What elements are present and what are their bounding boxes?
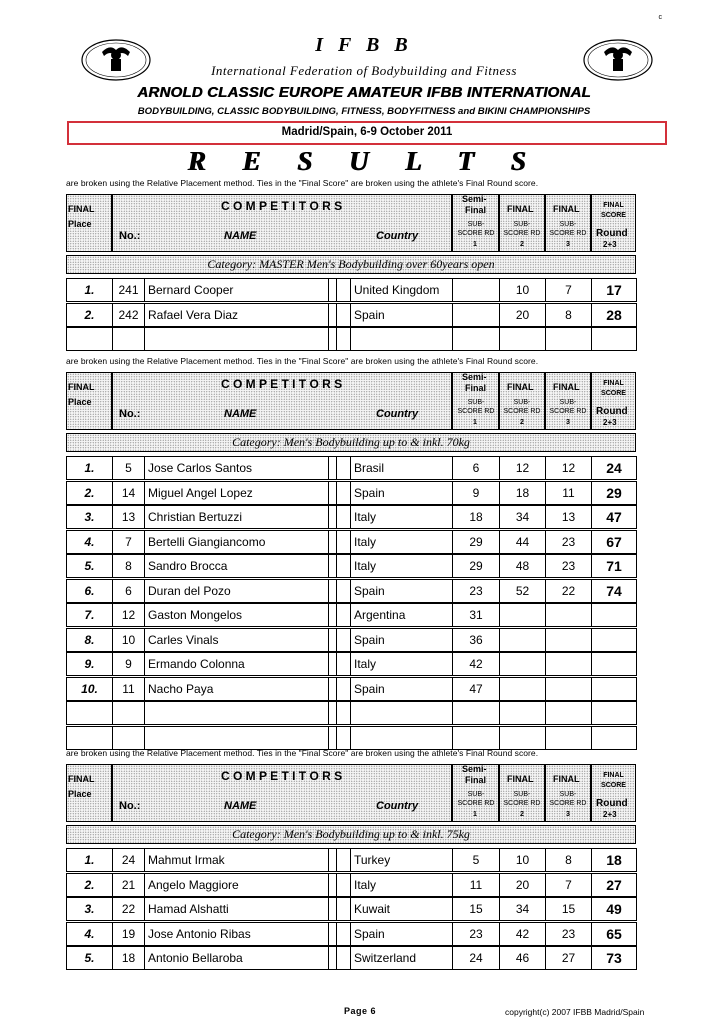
header-competitors-label: C O M P E T I T O R S [221, 199, 343, 213]
final-cell: 47 [591, 505, 637, 529]
header-round-label: Round [596, 798, 628, 809]
spacer-cell [336, 848, 351, 872]
no-cell: 242 [112, 303, 145, 327]
no-cell: 19 [112, 922, 145, 946]
spacer-cell [336, 652, 351, 676]
place-cell: 3. [66, 505, 113, 529]
table-row [66, 554, 636, 578]
place-cell: 4. [66, 530, 113, 554]
header-round-label: Round [596, 406, 628, 417]
spacer-cell [336, 922, 351, 946]
semi-cell [452, 726, 500, 750]
table-row [66, 579, 636, 603]
country-cell: Brasil [350, 456, 453, 480]
header-place-label: Place [68, 219, 92, 229]
country-cell: Italy [350, 530, 453, 554]
no-cell: 10 [112, 628, 145, 652]
r2-cell [499, 652, 546, 676]
spacer-cell [336, 726, 351, 750]
header-rd3-label: 3 [566, 241, 570, 248]
r2-cell [499, 677, 546, 701]
header-rd2-label: 2 [520, 811, 524, 818]
tie-break-note: are broken using the Relative Placement method. Ties in the "Final Score" are broken using the athlete's Final Round score. [66, 356, 539, 366]
header-final-label: FINAL [68, 774, 95, 784]
place-cell: 2. [66, 303, 113, 327]
header-rd3-label: 3 [566, 419, 570, 426]
results-heading: R E S U L T S [187, 146, 541, 176]
final-cell: 24 [591, 456, 637, 480]
place-cell: 10. [66, 677, 113, 701]
final-cell: 28 [591, 303, 637, 327]
country-cell: United Kingdom [350, 278, 453, 302]
header-no-label: No.: [119, 800, 141, 812]
semi-cell: 15 [452, 897, 500, 921]
no-cell: 24 [112, 848, 145, 872]
no-cell: 6 [112, 579, 145, 603]
table-row [66, 873, 636, 897]
table-row [66, 701, 636, 725]
final-cell: 71 [591, 554, 637, 578]
semi-cell [452, 303, 500, 327]
r3-cell [545, 603, 592, 627]
table-row [66, 726, 636, 750]
category-banner: Category: Men's Bodybuilding up to & inkl. 70kg [66, 433, 636, 452]
r2-cell: 42 [499, 922, 546, 946]
spacer-cell [336, 628, 351, 652]
no-cell [112, 701, 145, 725]
table-row [66, 628, 636, 652]
r2-cell: 10 [499, 848, 546, 872]
place-cell: 1. [66, 278, 113, 302]
name-cell: Jose Carlos Santos [144, 456, 329, 480]
spacer-cell [336, 579, 351, 603]
r2-cell: 18 [499, 481, 546, 505]
tie-break-note: are broken using the Relative Placement method. Ties in the "Final Score" are broken using the athlete's Final Round score. [66, 748, 539, 758]
r3-cell: 12 [545, 456, 592, 480]
place-cell [66, 327, 113, 351]
r3-cell: 8 [545, 848, 592, 872]
header-competitors-label: C O M P E T I T O R S [221, 769, 343, 783]
r2-cell: 34 [499, 505, 546, 529]
place-cell: 7. [66, 603, 113, 627]
header-final-r3-label: FINAL [553, 382, 580, 392]
header-final-r2-label: FINAL [507, 204, 534, 214]
no-cell: 8 [112, 554, 145, 578]
semi-cell: 11 [452, 873, 500, 897]
country-cell: Spain [350, 628, 453, 652]
header-semi-label: Semi- [462, 372, 487, 382]
header-competitors-label: C O M P E T I T O R S [221, 377, 343, 391]
table-row [66, 652, 636, 676]
name-cell: Carles Vinals [144, 628, 329, 652]
final-cell: 67 [591, 530, 637, 554]
header-final-label: FINAL [68, 382, 95, 392]
r3-cell: 23 [545, 554, 592, 578]
header-name-label: NAME [224, 230, 257, 242]
header-sub-score-semi: SUB- SCORE RD [457, 399, 495, 415]
r3-cell: 15 [545, 897, 592, 921]
final-cell: 73 [591, 946, 637, 970]
no-cell: 14 [112, 481, 145, 505]
name-cell: Hamad Alshatti [144, 897, 329, 921]
header-sub-score-r2: SUB- SCORE RD [503, 791, 541, 807]
country-cell: Spain [350, 579, 453, 603]
semi-cell: 6 [452, 456, 500, 480]
r3-cell: 13 [545, 505, 592, 529]
header-sub-score-r2: SUB- SCORE RD [503, 399, 541, 415]
no-cell: 21 [112, 873, 145, 897]
r2-cell: 34 [499, 897, 546, 921]
name-cell [144, 327, 329, 351]
header-round-sum-label: 2+3 [603, 418, 617, 427]
header-final-label: FINAL [68, 204, 95, 214]
r3-cell: 11 [545, 481, 592, 505]
header-sub-score-r3: SUB- SCORE RD [549, 221, 587, 237]
country-cell: Switzerland [350, 946, 453, 970]
r2-cell [499, 726, 546, 750]
r2-cell: 10 [499, 278, 546, 302]
header-semi-final-label: Final [465, 775, 487, 785]
spacer-cell [336, 278, 351, 302]
r2-cell [499, 327, 546, 351]
header-sub-score-r2: SUB- SCORE RD [503, 221, 541, 237]
no-cell [112, 327, 145, 351]
name-cell: Christian Bertuzzi [144, 505, 329, 529]
semi-cell: 18 [452, 505, 500, 529]
spacer-cell [336, 327, 351, 351]
spacer-cell [336, 701, 351, 725]
final-cell [591, 677, 637, 701]
spacer-cell [336, 946, 351, 970]
header-rd2-label: 2 [520, 241, 524, 248]
name-cell: Angelo Maggiore [144, 873, 329, 897]
r2-cell [499, 628, 546, 652]
table-header [66, 372, 636, 430]
name-cell: Antonio Bellaroba [144, 946, 329, 970]
spacer-cell [336, 456, 351, 480]
header-name-label: NAME [224, 408, 257, 420]
r3-cell [545, 628, 592, 652]
federation-title: I F B B [315, 34, 413, 56]
table-row [66, 456, 636, 480]
place-cell: 4. [66, 922, 113, 946]
semi-cell: 24 [452, 946, 500, 970]
place-cell: 5. [66, 946, 113, 970]
country-cell: Kuwait [350, 897, 453, 921]
final-cell: 27 [591, 873, 637, 897]
final-cell [591, 726, 637, 750]
header-round-sum-label: 2+3 [603, 810, 617, 819]
place-cell: 1. [66, 456, 113, 480]
table-row [66, 278, 636, 302]
country-cell: Spain [350, 922, 453, 946]
semi-cell: 23 [452, 579, 500, 603]
table-row [66, 922, 636, 946]
r2-cell: 20 [499, 303, 546, 327]
final-cell: 18 [591, 848, 637, 872]
final-cell: 65 [591, 922, 637, 946]
spacer-cell [336, 505, 351, 529]
table-row [66, 505, 636, 529]
header-sub-score-semi: SUB- SCORE RD [457, 791, 495, 807]
r3-cell [545, 652, 592, 676]
r3-cell: 7 [545, 278, 592, 302]
final-cell [591, 652, 637, 676]
country-cell: Spain [350, 481, 453, 505]
event-location: Madrid/Spain, 6-9 October 2011 [67, 121, 667, 145]
final-cell: 49 [591, 897, 637, 921]
spacer-cell [336, 897, 351, 921]
country-cell: Argentina [350, 603, 453, 627]
r2-cell: 20 [499, 873, 546, 897]
country-cell [350, 726, 453, 750]
header-sub-score-semi: SUB- SCORE RD [457, 221, 495, 237]
no-cell: 22 [112, 897, 145, 921]
header-final-r3-label: FINAL [553, 204, 580, 214]
header-rd1-label: 1 [473, 241, 477, 248]
spacer-cell [336, 603, 351, 627]
semi-cell: 23 [452, 922, 500, 946]
semi-cell: 42 [452, 652, 500, 676]
r2-cell [499, 701, 546, 725]
header-final-r2-label: FINAL [507, 774, 534, 784]
name-cell: Rafael Vera Diaz [144, 303, 329, 327]
country-cell: Italy [350, 652, 453, 676]
r3-cell: 23 [545, 922, 592, 946]
spacer-cell [336, 303, 351, 327]
final-cell: 17 [591, 278, 637, 302]
name-cell [144, 701, 329, 725]
no-cell: 13 [112, 505, 145, 529]
semi-cell [452, 327, 500, 351]
event-title: ARNOLD CLASSIC EUROPE AMATEUR IFBB INTERNATIONAL [137, 84, 591, 101]
category-banner: Category: MASTER Men's Bodybuilding over 60years open [66, 255, 636, 274]
no-cell: 5 [112, 456, 145, 480]
r2-cell [499, 603, 546, 627]
semi-cell: 47 [452, 677, 500, 701]
country-cell: Spain [350, 303, 453, 327]
semi-cell: 36 [452, 628, 500, 652]
r3-cell [545, 701, 592, 725]
place-cell [66, 726, 113, 750]
name-cell: Ermando Colonna [144, 652, 329, 676]
event-subtitle: BODYBUILDING, CLASSIC BODYBUILDING, FITNESS, BODYFITNESS and BIKINI CHAMPIONSHIPS [137, 106, 591, 117]
place-cell: 6. [66, 579, 113, 603]
header-round-label: Round [596, 228, 628, 239]
page-number: Page 6 [344, 1006, 377, 1016]
place-cell: 2. [66, 873, 113, 897]
name-cell: Mahmut Irmak [144, 848, 329, 872]
no-cell: 12 [112, 603, 145, 627]
spacer-cell [336, 873, 351, 897]
name-cell: Nacho Paya [144, 677, 329, 701]
federation-subtitle: International Federation of Bodybuilding and Fitness [211, 63, 517, 78]
country-cell: Italy [350, 505, 453, 529]
country-cell: Italy [350, 873, 453, 897]
header-place-label: Place [68, 397, 92, 407]
header-final-score-label: FINAL SCORE [601, 202, 626, 219]
spacer-cell [336, 530, 351, 554]
name-cell: Gaston Mongelos [144, 603, 329, 627]
name-cell: Miguel Angel Lopez [144, 481, 329, 505]
table-row [66, 848, 636, 872]
place-cell: 1. [66, 848, 113, 872]
header-no-label: No.: [119, 230, 141, 242]
r2-cell: 12 [499, 456, 546, 480]
country-cell [350, 327, 453, 351]
final-cell [591, 603, 637, 627]
r2-cell: 52 [499, 579, 546, 603]
table-row [66, 897, 636, 921]
place-cell [66, 701, 113, 725]
no-cell: 7 [112, 530, 145, 554]
header-sub-score-r3: SUB- SCORE RD [549, 791, 587, 807]
place-cell: 8. [66, 628, 113, 652]
header-semi-label: Semi- [462, 764, 487, 774]
country-cell: Italy [350, 554, 453, 578]
table-header [66, 764, 636, 822]
table-row [66, 946, 636, 970]
spacer-cell [336, 481, 351, 505]
header-semi-label: Semi- [462, 194, 487, 204]
semi-cell: 29 [452, 530, 500, 554]
header-rd3-label: 3 [566, 811, 570, 818]
table-row [66, 530, 636, 554]
semi-cell [452, 701, 500, 725]
semi-cell [452, 278, 500, 302]
header-country-label: Country [376, 230, 419, 242]
header-name-label: NAME [224, 800, 257, 812]
no-cell: 18 [112, 946, 145, 970]
header-rd2-label: 2 [520, 419, 524, 426]
spacer-cell [336, 677, 351, 701]
header-country-label: Country [376, 408, 419, 420]
semi-cell: 9 [452, 481, 500, 505]
r3-cell [545, 677, 592, 701]
spacer-cell [336, 554, 351, 578]
tie-break-note: are broken using the Relative Placement method. Ties in the "Final Score" are broken using the athlete's Final Round score. [66, 178, 539, 188]
no-cell: 11 [112, 677, 145, 701]
corner-mark: c [658, 14, 662, 21]
name-cell: Jose Antonio Ribas [144, 922, 329, 946]
header-place-label: Place [68, 789, 92, 799]
r3-cell: 7 [545, 873, 592, 897]
category-banner: Category: Men's Bodybuilding up to & inkl. 75kg [66, 825, 636, 844]
table-row [66, 603, 636, 627]
header-final-score-label: FINAL SCORE [601, 772, 626, 789]
header-semi-final-label: Final [465, 205, 487, 215]
header-semi-final-label: Final [465, 383, 487, 393]
final-cell: 74 [591, 579, 637, 603]
header-country-label: Country [376, 800, 419, 812]
no-cell: 9 [112, 652, 145, 676]
name-cell: Duran del Pozo [144, 579, 329, 603]
final-cell [591, 327, 637, 351]
semi-cell: 29 [452, 554, 500, 578]
final-cell: 29 [591, 481, 637, 505]
semi-cell: 31 [452, 603, 500, 627]
name-cell: Sandro Brocca [144, 554, 329, 578]
header-final-r3-label: FINAL [553, 774, 580, 784]
place-cell: 9. [66, 652, 113, 676]
header-final-score-label: FINAL SCORE [601, 380, 626, 397]
table-row [66, 303, 636, 327]
copyright: copyright(c) 2007 IFBB Madrid/Spain [505, 1007, 645, 1017]
r3-cell: 27 [545, 946, 592, 970]
r3-cell [545, 327, 592, 351]
table-header [66, 194, 636, 252]
place-cell: 3. [66, 897, 113, 921]
header-final-r2-label: FINAL [507, 382, 534, 392]
name-cell: Bertelli Giangiancomo [144, 530, 329, 554]
r2-cell: 46 [499, 946, 546, 970]
name-cell [144, 726, 329, 750]
r3-cell: 22 [545, 579, 592, 603]
r3-cell: 8 [545, 303, 592, 327]
r2-cell: 44 [499, 530, 546, 554]
r3-cell: 23 [545, 530, 592, 554]
semi-cell: 5 [452, 848, 500, 872]
header-rd1-label: 1 [473, 811, 477, 818]
header-rd1-label: 1 [473, 419, 477, 426]
final-cell [591, 628, 637, 652]
header-round-sum-label: 2+3 [603, 240, 617, 249]
name-cell: Bernard Cooper [144, 278, 329, 302]
country-cell: Turkey [350, 848, 453, 872]
final-cell [591, 701, 637, 725]
table-row [66, 481, 636, 505]
place-cell: 2. [66, 481, 113, 505]
no-cell [112, 726, 145, 750]
header-sub-score-r3: SUB- SCORE RD [549, 399, 587, 415]
r3-cell [545, 726, 592, 750]
header-no-label: No.: [119, 408, 141, 420]
country-cell [350, 701, 453, 725]
table-row [66, 677, 636, 701]
no-cell: 241 [112, 278, 145, 302]
r2-cell: 48 [499, 554, 546, 578]
table-row [66, 327, 636, 351]
place-cell: 5. [66, 554, 113, 578]
country-cell: Spain [350, 677, 453, 701]
